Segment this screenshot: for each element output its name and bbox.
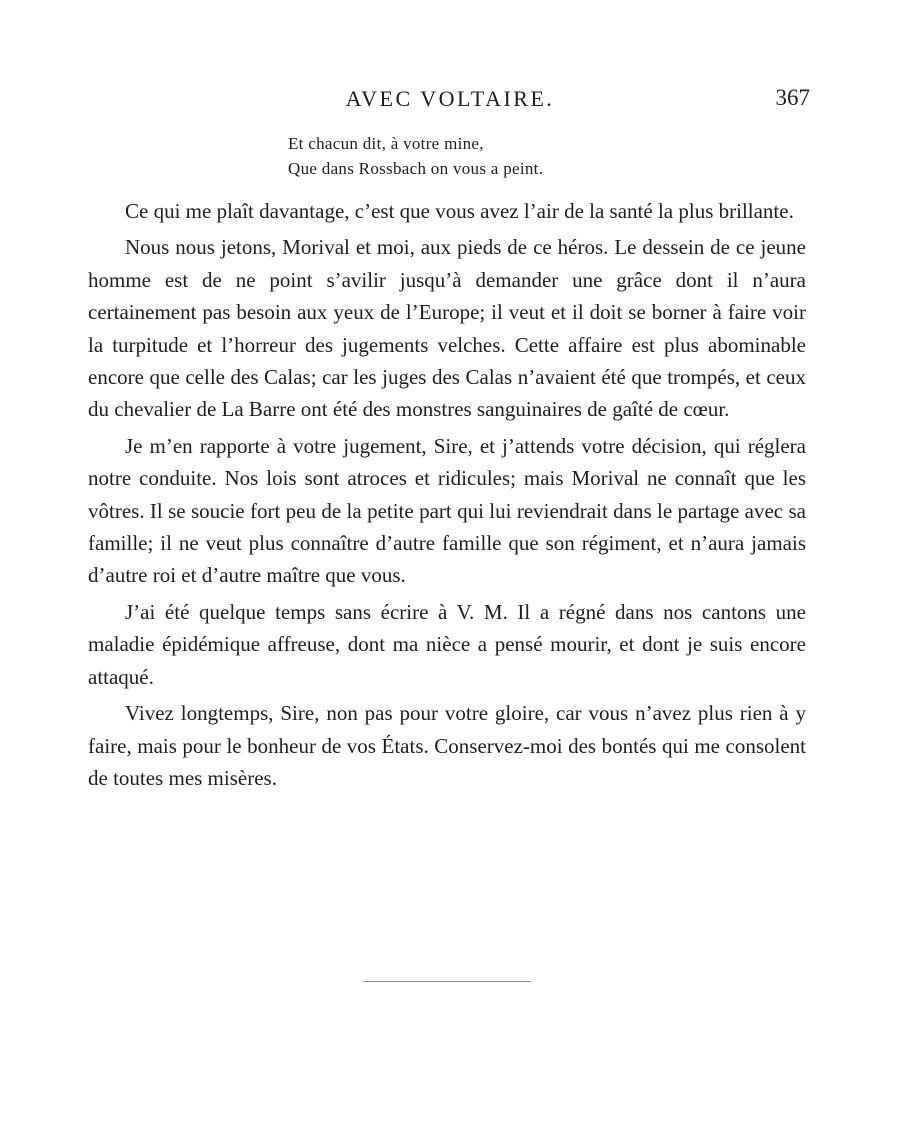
paragraph: Je m’en rapporte à votre jugement, Sire, et j’attends votre décision, qui réglera notre conduite. Nos lois sont atroces et ridicules; mais Morival ne connaît que les vôtres. Il se soucie fort peu de la petite part qui lui reviendrait dans le partage avec sa famille; il ne veut plus connaître d’autre famille que son régiment, et n’aura jamais d’autre roi et d’autre maître que vous. bbox=[88, 433, 806, 588]
closing-rule-divider bbox=[363, 981, 531, 982]
verse-line: Que dans Rossbach on vous a peint. bbox=[288, 159, 544, 178]
running-title: AVEC VOLTAIRE. bbox=[345, 86, 555, 111]
verse-line: Et chacun dit, à votre mine, bbox=[288, 134, 484, 153]
page-number: 367 bbox=[775, 85, 810, 110]
paragraph: Ce qui me plaît davantage, c’est que vous avez l’air de la santé la plus brillante. bbox=[125, 199, 794, 223]
paragraph: Vivez longtemps, Sire, non pas pour votre gloire, car vous n’avez plus rien à y faire, mais pour le bonheur de vos États. Conservez-moi des bontés qui me consolent de toutes mes misères. bbox=[88, 701, 806, 790]
letter-body bbox=[88, 195, 806, 798]
paragraph: Nous nous jetons, Morival et moi, aux pieds de ce héros. Le dessein de ce jeune homme est de ne point s’avilir jusqu’à demander une grâce dont il n’aura certainement pas besoin aux yeux de l’Europe; il veut et il doit se borner à faire voir la turpitude et l’horreur des jugements velches. Cette affaire est plus abominable encore que celle des Calas; car les juges des Calas n’avaient été que trompés, et ceux du chevalier de La Barre ont été des monstres sanguinaires de gaîté de cœur. bbox=[88, 235, 806, 422]
paragraph: J’ai été quelque temps sans écrire à V. M. Il a régné dans nos cantons une maladie épidémique affreuse, dont ma nièce a pensé mourir, et dont je suis encore attaqué. bbox=[88, 599, 806, 689]
verse-quotation bbox=[288, 131, 543, 181]
